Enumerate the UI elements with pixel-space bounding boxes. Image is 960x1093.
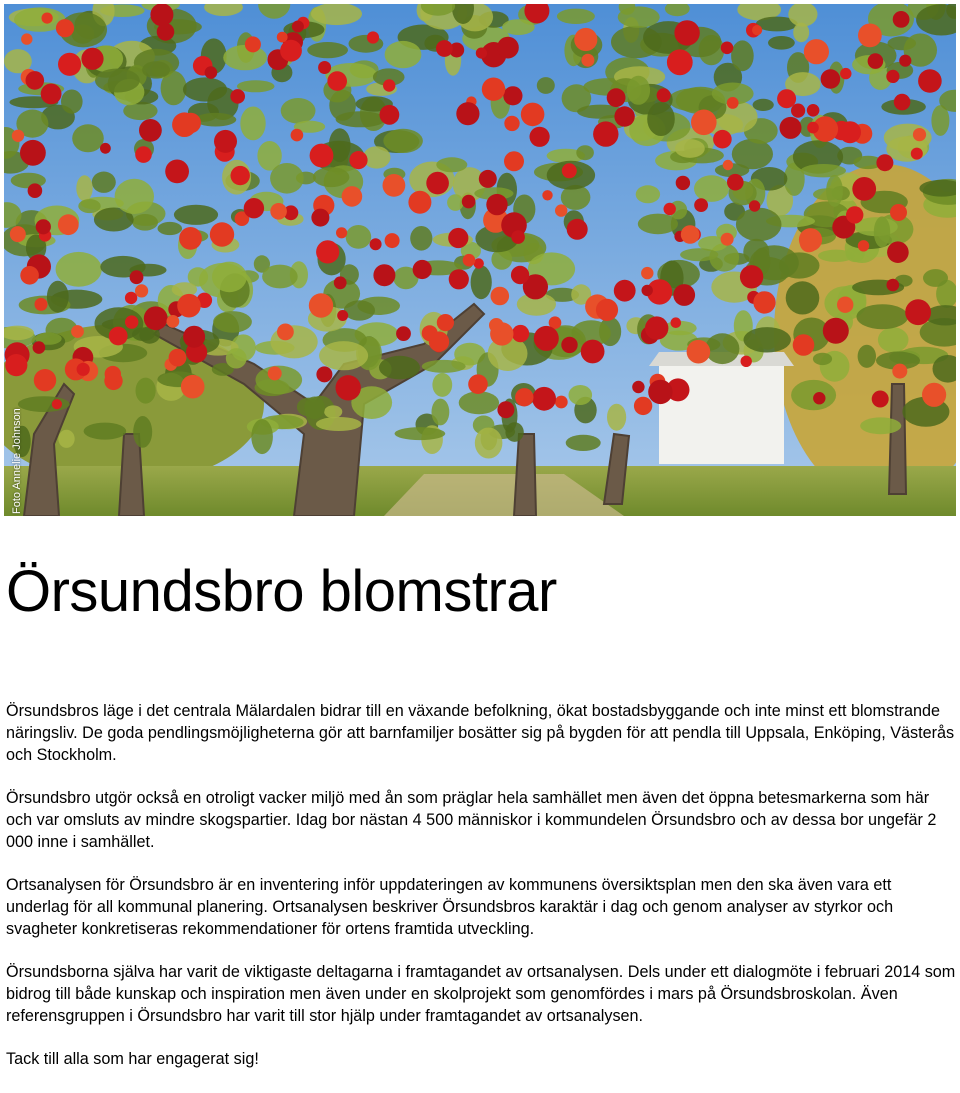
apple bbox=[316, 366, 332, 382]
apple bbox=[277, 32, 288, 43]
apple bbox=[727, 174, 744, 191]
apple bbox=[899, 55, 911, 67]
apple bbox=[753, 291, 775, 313]
apple bbox=[887, 279, 900, 292]
apple bbox=[36, 219, 51, 234]
apple bbox=[890, 204, 907, 221]
apple bbox=[291, 129, 304, 142]
apple bbox=[310, 144, 334, 168]
apple bbox=[20, 140, 46, 166]
apple bbox=[28, 183, 43, 198]
apple bbox=[56, 19, 74, 37]
apple bbox=[567, 219, 588, 240]
apple bbox=[20, 266, 39, 285]
apple bbox=[34, 369, 56, 391]
apple bbox=[181, 375, 205, 399]
apple bbox=[555, 396, 568, 409]
apple bbox=[581, 54, 594, 67]
apple bbox=[687, 340, 711, 364]
apple bbox=[12, 130, 24, 142]
apple bbox=[334, 276, 347, 289]
apple bbox=[482, 78, 505, 101]
paragraph: Tack till alla som har engagerat sig! bbox=[6, 1050, 259, 1068]
apple bbox=[723, 160, 733, 170]
apple bbox=[21, 33, 32, 44]
apple bbox=[894, 94, 911, 111]
apple bbox=[135, 284, 148, 297]
apple bbox=[673, 284, 695, 306]
apple bbox=[71, 325, 84, 338]
apple bbox=[504, 151, 524, 171]
apple bbox=[515, 388, 533, 406]
apple bbox=[105, 366, 121, 382]
apple bbox=[277, 324, 294, 341]
apple bbox=[58, 53, 81, 76]
apple bbox=[462, 195, 476, 209]
apple bbox=[370, 238, 382, 250]
apple bbox=[511, 266, 529, 284]
apple bbox=[497, 401, 514, 418]
apple bbox=[210, 222, 234, 246]
apple bbox=[77, 363, 90, 376]
apple bbox=[456, 102, 479, 125]
apple bbox=[33, 341, 46, 354]
apple bbox=[52, 399, 62, 409]
apple bbox=[886, 70, 899, 83]
apple bbox=[385, 233, 400, 248]
apple bbox=[396, 326, 411, 341]
apple bbox=[139, 119, 162, 142]
apple bbox=[791, 104, 805, 118]
apple bbox=[383, 174, 406, 197]
apple bbox=[336, 227, 347, 238]
apple bbox=[694, 198, 708, 212]
apple bbox=[383, 79, 395, 91]
apple bbox=[858, 24, 882, 48]
apple bbox=[887, 241, 909, 263]
apple bbox=[911, 148, 923, 160]
apple bbox=[327, 71, 347, 91]
apple bbox=[542, 190, 552, 200]
apple bbox=[562, 163, 577, 178]
apple bbox=[614, 106, 634, 126]
apple bbox=[489, 318, 504, 333]
apple bbox=[846, 206, 863, 223]
apple bbox=[807, 104, 820, 117]
apple bbox=[632, 381, 644, 393]
apple bbox=[448, 228, 468, 248]
apple bbox=[436, 40, 453, 57]
apple bbox=[292, 21, 304, 33]
apple bbox=[780, 117, 802, 139]
apple bbox=[581, 340, 605, 364]
apple bbox=[318, 61, 331, 74]
apple bbox=[648, 380, 672, 404]
apple bbox=[681, 225, 700, 244]
apple bbox=[476, 48, 487, 59]
apple bbox=[807, 122, 819, 134]
apple bbox=[521, 103, 545, 127]
apple bbox=[181, 113, 201, 133]
apple bbox=[144, 306, 168, 330]
apple bbox=[839, 121, 861, 143]
apple bbox=[752, 25, 762, 35]
apple bbox=[10, 226, 26, 242]
apple bbox=[26, 71, 45, 90]
apple bbox=[641, 267, 653, 279]
apple bbox=[574, 28, 597, 51]
apple bbox=[336, 375, 361, 400]
apple bbox=[349, 151, 367, 169]
apple bbox=[691, 110, 717, 136]
apple bbox=[497, 37, 519, 59]
apple bbox=[671, 317, 682, 328]
apple bbox=[823, 318, 849, 344]
apple bbox=[342, 186, 363, 207]
apple bbox=[130, 270, 144, 284]
apple bbox=[913, 128, 926, 141]
apple bbox=[749, 200, 760, 211]
apple bbox=[596, 299, 618, 321]
apple bbox=[918, 69, 942, 93]
apple bbox=[837, 297, 853, 313]
apple bbox=[437, 314, 454, 331]
apple bbox=[532, 387, 556, 411]
apple bbox=[408, 191, 431, 214]
apple bbox=[840, 68, 851, 79]
apple bbox=[150, 4, 173, 26]
apple bbox=[100, 143, 111, 154]
apple bbox=[270, 203, 287, 220]
apple bbox=[380, 105, 400, 125]
apple bbox=[727, 97, 739, 109]
apple bbox=[426, 172, 449, 195]
apple bbox=[667, 49, 693, 75]
apple bbox=[721, 42, 734, 55]
apple bbox=[530, 127, 550, 147]
paragraph: Örsundsbro utgör också en otroligt vacker miljö med ån som präglar hela samhället men även det öppna betesmarkerna som här och var omsluts av mindre skogspartier. Idag bor nästan 4 500 människor i kommundelen Örsundsbro och av dessa bor ungefär 2 000 inne i samhället. bbox=[6, 789, 937, 851]
apple bbox=[316, 240, 339, 263]
apple bbox=[244, 198, 264, 218]
apple bbox=[657, 88, 671, 102]
paragraph: Ortsanalysen för Örsundsbro är en inventering inför uppdateringen av kommunens översiktsplan men den ska även vara ett underlag för all kommunal planering. Ortsanalysen beskriver Örsundsbros karaktär i dag och genom analyser av styrkor och svagheter konkretiseras rekommendationer för ortens framtida utveckling. bbox=[6, 876, 894, 938]
apple bbox=[512, 325, 529, 342]
apple bbox=[905, 299, 931, 325]
apple bbox=[125, 315, 138, 328]
apple bbox=[777, 89, 796, 108]
apple bbox=[793, 334, 815, 356]
apple bbox=[504, 116, 519, 131]
apple bbox=[337, 310, 348, 321]
apple bbox=[280, 40, 302, 62]
apple bbox=[165, 160, 189, 184]
page-title: Örsundsbro blomstrar bbox=[6, 559, 557, 624]
apple bbox=[135, 146, 152, 163]
apple bbox=[804, 39, 829, 64]
apple bbox=[230, 89, 245, 104]
apple bbox=[245, 36, 261, 52]
apple bbox=[642, 285, 653, 296]
apple bbox=[468, 374, 488, 394]
apple bbox=[555, 204, 567, 216]
apple bbox=[214, 130, 237, 153]
apple bbox=[674, 20, 699, 45]
paragraph: Örsundsbros läge i det centrala Mälardalen bidrar till en växande befolkning, ökat bostadsbyggande och inte minst ett blomstrande näringsliv. De goda pendlingsmöjligheterna gör att barnfamiljer bosätter sig på bygden för att pendla till Uppsala, Enköping, Västerås och Stockholm. bbox=[6, 702, 955, 764]
apple-tree-photo bbox=[4, 4, 956, 516]
apple bbox=[167, 315, 180, 328]
apple bbox=[799, 228, 822, 251]
apple bbox=[125, 292, 137, 304]
apple bbox=[634, 397, 652, 415]
apple bbox=[413, 260, 432, 279]
apple bbox=[713, 130, 732, 149]
body-text bbox=[6, 700, 956, 1091]
apple bbox=[463, 254, 476, 267]
apple bbox=[922, 383, 946, 407]
apple bbox=[741, 356, 752, 367]
apple bbox=[614, 280, 636, 302]
photo-credit: Foto Annelie Johnson bbox=[11, 408, 23, 514]
apple bbox=[268, 366, 282, 380]
apple bbox=[109, 327, 128, 346]
apple bbox=[179, 227, 202, 250]
apple bbox=[593, 121, 618, 146]
apple bbox=[607, 88, 626, 107]
apple bbox=[309, 293, 333, 317]
apple bbox=[821, 69, 841, 89]
apple bbox=[491, 287, 510, 306]
apple bbox=[740, 265, 763, 288]
apple bbox=[511, 230, 525, 244]
apple bbox=[429, 332, 449, 352]
apple bbox=[311, 209, 329, 227]
apple bbox=[561, 337, 577, 353]
apple bbox=[5, 354, 27, 376]
apple bbox=[503, 86, 522, 105]
apple bbox=[169, 349, 187, 367]
apple bbox=[42, 13, 53, 24]
apple bbox=[449, 269, 469, 289]
apple bbox=[872, 391, 889, 408]
apple bbox=[35, 298, 48, 311]
apple-tree-illustration bbox=[4, 4, 956, 516]
apple bbox=[876, 154, 893, 171]
apple bbox=[177, 294, 201, 318]
apple bbox=[721, 233, 734, 246]
apple bbox=[373, 264, 395, 286]
apple bbox=[486, 194, 507, 215]
apple bbox=[813, 392, 825, 404]
apple bbox=[231, 166, 250, 185]
apple bbox=[868, 53, 884, 69]
apple bbox=[81, 48, 103, 70]
apple bbox=[676, 176, 690, 190]
apple bbox=[893, 11, 910, 28]
apple bbox=[664, 203, 676, 215]
apple bbox=[479, 170, 497, 188]
apple bbox=[852, 177, 876, 201]
apple bbox=[534, 326, 559, 351]
apple bbox=[205, 66, 218, 79]
apple bbox=[892, 364, 907, 379]
apple bbox=[183, 326, 205, 348]
apple bbox=[367, 31, 379, 43]
paragraph: Örsundsborna själva har varit de viktigaste deltagarna i framtagandet av ortsanalysen. Dels under ett dialogmöte i februari 2014 som bidrog till både kunskap och inspiration men även under en skolprojekt som genomfördes i mars på Örsundsbroskolan. Även referensgruppen i Örsundsbro har varit till stor hjälp under framtagandet av ortsanalysen. bbox=[6, 963, 956, 1025]
apple bbox=[58, 214, 79, 235]
apple bbox=[645, 316, 668, 339]
apple bbox=[858, 240, 869, 251]
apple bbox=[41, 84, 62, 105]
